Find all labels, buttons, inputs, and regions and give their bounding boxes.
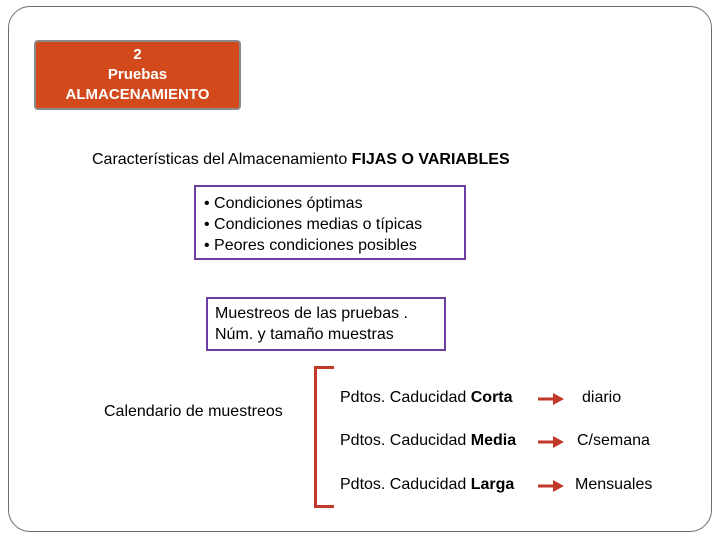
conditions-box	[194, 185, 466, 260]
product-label: Pdtos. Caducidad	[340, 476, 471, 493]
section-heading	[92, 151, 510, 169]
product-long	[340, 476, 514, 494]
arrow-right-icon	[538, 479, 564, 493]
arrow-right-icon	[538, 392, 564, 406]
heading-text: Características del Almacenamiento	[92, 151, 352, 168]
sampling-line: Muestreos de las pruebas .	[215, 305, 408, 322]
frequency-daily: diario	[582, 389, 622, 406]
frequency-monthly: Mensuales	[575, 476, 653, 493]
product-medium	[340, 432, 516, 450]
title-word: Pruebas	[107, 66, 168, 83]
calendar-label: Calendario de muestreos	[104, 403, 283, 420]
sampling-box	[206, 297, 446, 351]
title-number: 2	[133, 46, 142, 63]
condition-item: • Condiciones medias o típicas	[204, 216, 423, 233]
title-box	[34, 40, 241, 110]
product-label: Pdtos. Caducidad	[340, 389, 471, 406]
product-short	[340, 389, 513, 407]
heading-bold-text: FIJAS O VARIABLES	[351, 151, 510, 168]
product-type: Larga	[470, 476, 515, 493]
condition-item: • Condiciones óptimas	[204, 195, 363, 212]
condition-item: • Peores condiciones posibles	[204, 237, 417, 254]
product-type: Media	[470, 432, 517, 449]
title-topic: ALMACENAMIENTO	[65, 86, 210, 103]
product-label: Pdtos. Caducidad	[340, 432, 471, 449]
sampling-line: Núm. y tamaño muestras	[215, 326, 394, 343]
arrow-right-icon	[538, 435, 564, 449]
bracket	[314, 366, 334, 508]
frequency-weekly: C/semana	[577, 432, 650, 449]
product-type: Corta	[470, 389, 513, 406]
